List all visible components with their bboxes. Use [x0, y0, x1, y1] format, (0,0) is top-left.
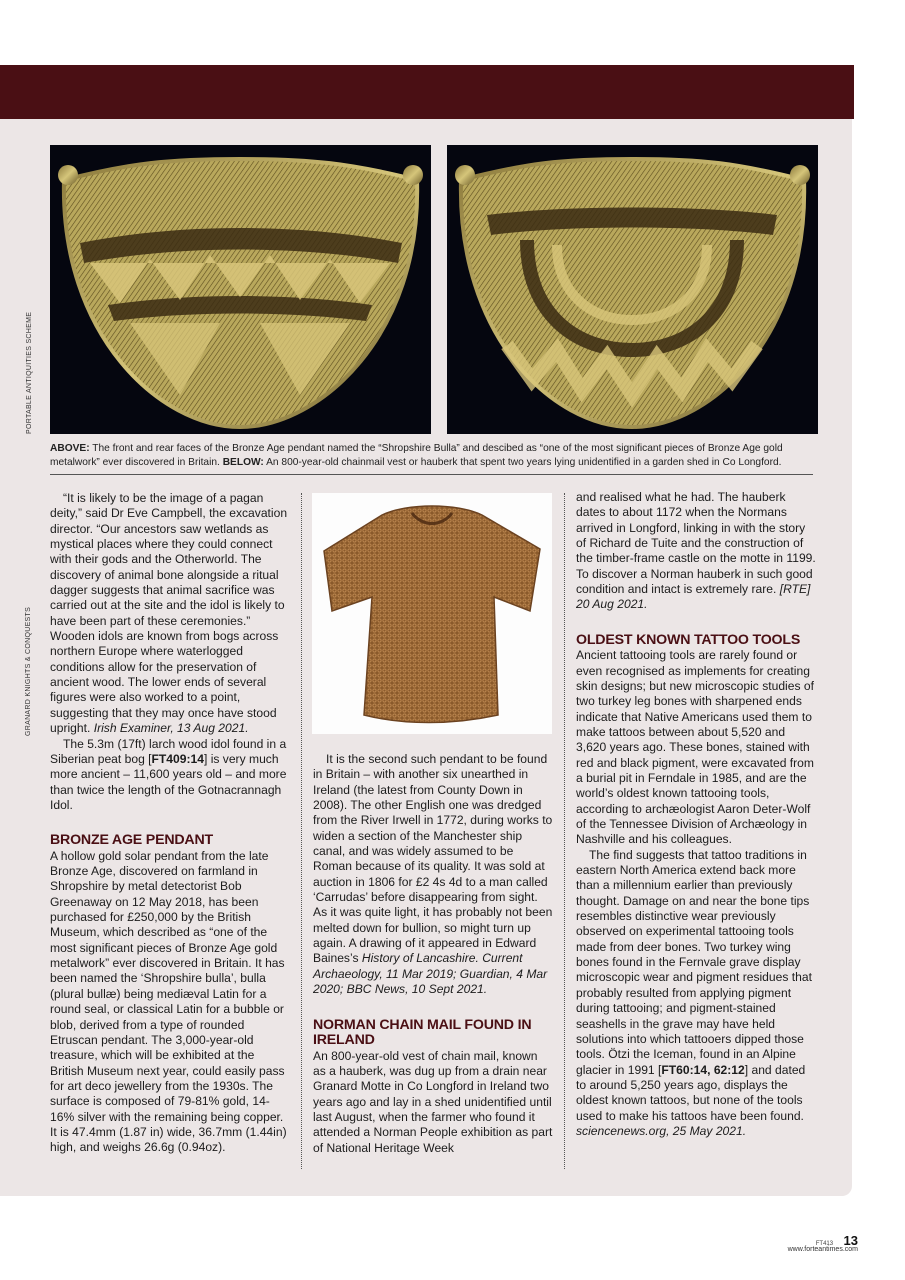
- section-heading: NORMAN CHAIN MAIL FOUND IN IRELAND: [313, 1016, 532, 1048]
- paragraph: [50, 737, 290, 814]
- source-citation: [RTE] 20 Aug 2021.: [576, 582, 811, 612]
- paragraph: [313, 752, 553, 998]
- ft-reference: FT60:14, 62:12: [661, 1062, 745, 1077]
- caption-above-text: The front and rear faces of the Bronze Age pendant named the “Shropshire Bulla” and descibed as “one of the most significant pieces of Bronze Age gold metalwork” ever discovered in Britain.: [50, 443, 783, 468]
- image-caption: [50, 442, 815, 469]
- source-citation: History of Lancashire. Current Archaeology, 11 Mar 2019; Guardian, 4 Mar 2020; BBC News, 10 Sept 2021.: [313, 951, 548, 997]
- section-heading: OLDEST KNOWN TATTOO TOOLS: [576, 631, 801, 648]
- paragraph-text: ] is very much more ancient – 11,600 years old – and more than twice the length of the Gotnacrannagh Idol.: [50, 751, 287, 812]
- section-credit: GRANARD KNIGHTS & CONQUESTS: [25, 606, 32, 736]
- paragraph: An 800-year-old vest of chain mail, known as a hauberk, was dug up from a drain near Granard Motte in Co Longford in Ireland two years ago and lay in a shed unidentified until last August, when the farmer who found it attended a Norman People exhibition as part of National Heritage Week: [313, 1048, 553, 1155]
- paragraph: [576, 490, 816, 613]
- ft-reference: FT409:14: [151, 751, 204, 766]
- paragraph-text: The 5.3m (17ft) larch wood idol found in a Siberian peat bog [: [50, 736, 287, 766]
- source-citation: Irish Examiner, 13 Aug 2021.: [93, 721, 249, 736]
- issue-number: FT413: [815, 1241, 834, 1247]
- column-divider: [564, 493, 565, 1169]
- header-banner: [0, 65, 854, 119]
- site-url: www.forteantimes.com: [787, 1246, 858, 1253]
- paragraph-text: “It is likely to be the image of a pagan deity,” said Dr Eve Campbell, the excavation director. “Our ancestors saw wetlands as mystical places where they could connect with their gods and the Otherworld. The discovery of animal bone alongside a ritual dagger suggests that animal sacrifice was carried out at the site and the idol is likely to have been part of these ceremonies.” Wooden idols are known from bogs across northern Europe where waterlogged conditions allow for the preservation of ancient wood. The lower ends of several figures were also worked to a point, suggesting that they may once have stood upright.: [50, 491, 288, 736]
- caption-below-label: BELOW:: [222, 456, 264, 468]
- article-column-2: [313, 752, 553, 1156]
- pendant-rear-image: [447, 145, 818, 434]
- article-column-1: [50, 491, 290, 1156]
- pendant-front-image: [50, 145, 431, 434]
- paragraph: [576, 848, 816, 1140]
- paragraph-text: ] and dated to around 5,250 years ago, displays the oldest known tattoos, but none of the tools used to make his tattoos have been found.: [576, 1062, 806, 1123]
- paragraph: A hollow gold solar pendant from the late Bronze Age, discovered on farmland in Shropshire by metal detectorist Bob Greenaway on 12 May 2018, has been purchased for £250,000 by the British Museum, which described as “one of the most significant pieces of Bronze Age gold metalwork” ever discovered in Britain. It has been named the ‘Shropshire bulla’, bulla (plural bullæ) being mediæval Latin for a round seal, or classical Latin for a bubble or blob, derived from a type of rounded Etruscan pendant. The 3,000-year-old treasure, which will be exhibited at the British Museum next year, could easily pass for art deco jewellery from the 1930s. The surface is composed of 79-81% gold, 14-16% silver with the remaining being copper. It is 47.4mm (1.87 in) wide, 36.7mm (1.44in) high, and weighs 26.6g (0.94oz).: [50, 848, 287, 1155]
- caption-below-text: An 800-year-old chainmail vest or hauberk that spent two years lying unidentified in a garden shed in Co Longford.: [266, 456, 782, 468]
- caption-rule: [50, 474, 813, 475]
- caption-above-label: ABOVE:: [50, 443, 90, 454]
- article-column-3: [576, 490, 816, 1139]
- paragraph: Ancient tattooing tools are rarely found or even recognised as implements for creating skin designs; but new microscopic studies of two turkey leg bones with sharpened ends indicate that Native Americans used them to make tattoos between about 5,520 and 3,620 years ago. These bones, stained with red and black pigment, were excavated from a burial pit in Ferndale in 1985, and are the world’s oldest known tattooing tools, according to archæologist Aaron Deter-Wolf of the Tennessee Division of Archæology in Nashville and his colleagues.: [576, 648, 814, 847]
- chainmail-vest-image: [312, 493, 552, 734]
- paragraph: [50, 491, 290, 737]
- paragraph-text: and realised what he had. The hauberk dates to about 1172 when the Normans arrived in Longford, linking in with the story of Richard de Tuite and the construction of the timber-frame castle on the motte in 1199. To discover a Norman hauberk in such good condition and intact is extremely rare.: [576, 490, 816, 597]
- paragraph-text: The find suggests that tattoo traditions in eastern North America extend back more than a millennium earlier than previously thought. Damage on and near the bone tips resembles distinctive wear previously observed on experimental tattooing tools made from deer bones. Two turkey wing bones found in the Fernvale grave display microscopic wear and pigment residues that probably resulted from applying pigment during tattooing; and pigment-stained seashells in the grave may have held solutions into which tattooers dipped those tools. Ötzi the Iceman, found in an Alpine glacier in 1991 [: [576, 847, 812, 1077]
- column-divider: [301, 493, 302, 1169]
- source-citation: sciencenews.org, 25 May 2021.: [576, 1123, 747, 1138]
- section-heading: BRONZE AGE PENDANT: [50, 832, 213, 849]
- photo-credit: PORTABLE ANTIQUITIES SCHEME: [26, 311, 33, 434]
- paragraph-text: It is the second such pendant to be found in Britain – with another six unearthed in Ireland (the latest from County Down in 2008). The other English one was dredged from the River Irwell in 1772, during works to widen a section of the Manchester ship canal, and was widely assumed to be Roman because of its quality. It was sold at auction in 1806 for £2 4s 4d to a man called ‘Carrudas’ before disappearing from sight. As it was quite light, it has probably not been melted down for bullion, so might turn up again. A drawing of it appeared in Edward Baines’s: [313, 752, 553, 966]
- page-number: 13: [843, 1233, 858, 1248]
